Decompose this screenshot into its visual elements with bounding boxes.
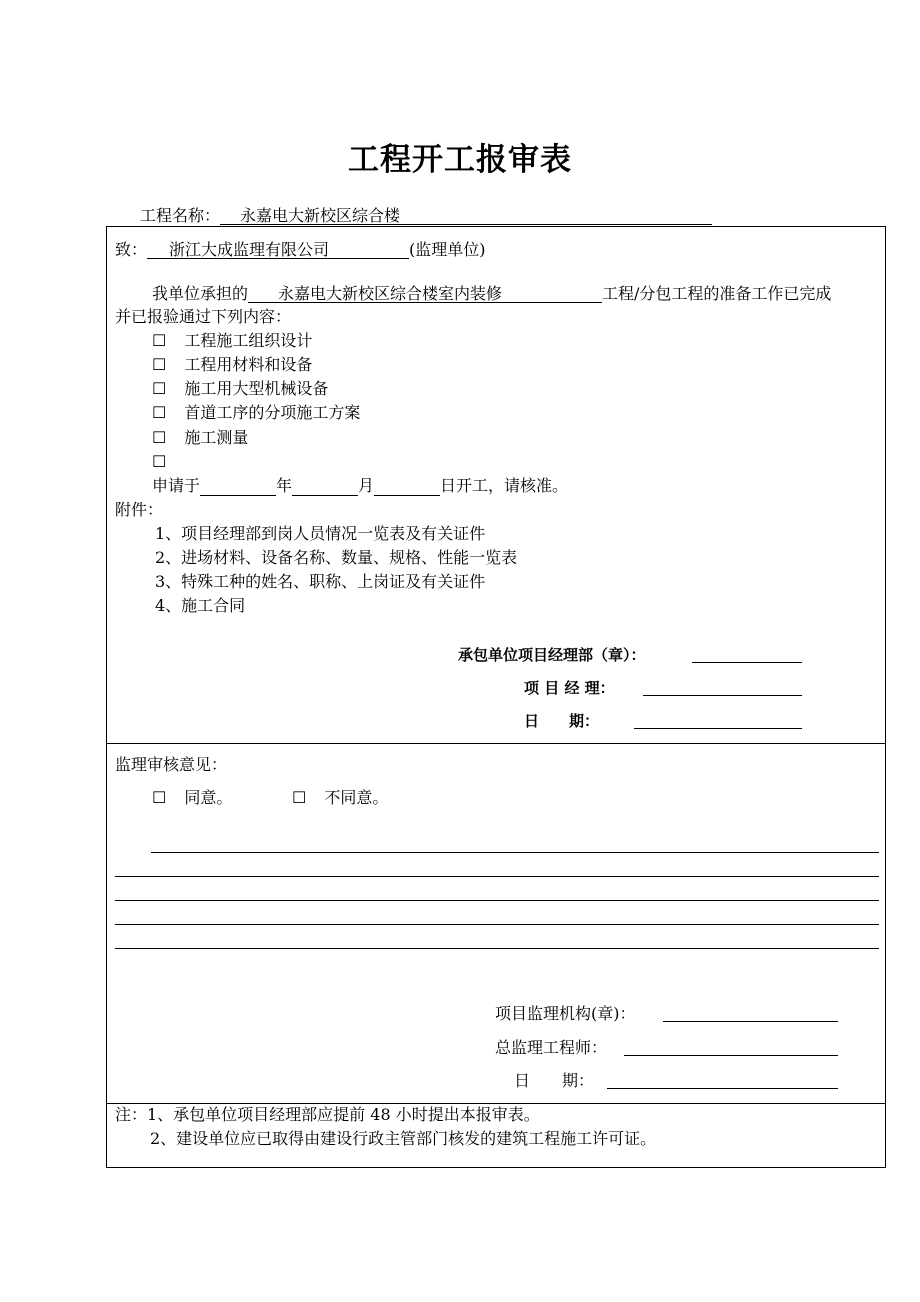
apply-row	[152, 476, 568, 496]
project-manager-field[interactable]	[643, 695, 802, 696]
checklist-item[interactable]	[152, 428, 248, 448]
note-line: 2、建设单位应已取得由建设行政主管部门核发的建筑工程施工许可证。	[150, 1129, 657, 1148]
project-manager-label: 项 目 经 理：	[524, 679, 615, 697]
year-field[interactable]	[200, 476, 276, 496]
intro-row	[152, 284, 831, 304]
attachment-item: 2、进场材料、设备名称、数量、规格、性能一览表	[155, 548, 518, 567]
supervision-date-field[interactable]	[607, 1088, 838, 1089]
intro-line2: 并已报验通过下列内容：	[115, 307, 292, 326]
checkbox-icon[interactable]: ☐	[152, 403, 167, 422]
checklist-item[interactable]	[152, 331, 312, 351]
to-label: 致：	[115, 240, 148, 259]
day-field[interactable]	[374, 476, 440, 496]
divider-line	[106, 743, 886, 744]
contractor-dept-field[interactable]	[692, 662, 802, 663]
checklist-item[interactable]	[152, 403, 360, 423]
attachment-item: 1、项目经理部到岗人员情况一览表及有关证件	[155, 524, 486, 543]
checklist-item[interactable]	[152, 355, 312, 375]
checkbox-icon[interactable]: ☐	[152, 355, 167, 374]
intro-suffix: 工程/分包工程的准备工作已完成	[602, 284, 832, 303]
contractor-date-label: 日 期：	[524, 712, 600, 730]
project-name-value: 永嘉电大新校区综合楼	[240, 206, 401, 225]
attachment-item: 3、特殊工种的姓名、职称、上岗证及有关证件	[155, 572, 486, 591]
checkbox-icon[interactable]: ☐	[292, 788, 307, 807]
supervision-org-label: 项目监理机构(章)：	[495, 1004, 636, 1023]
chief-engineer-field[interactable]	[624, 1055, 838, 1056]
contractor-date-field[interactable]	[634, 728, 802, 729]
apply-prefix: 申请于	[152, 476, 201, 495]
supervision-date-label: 日 期：	[514, 1071, 595, 1090]
checkbox-icon[interactable]: ☐	[152, 788, 167, 807]
checklist-item-label: 工程施工组织设计	[184, 331, 313, 350]
opinion-line[interactable]	[151, 852, 879, 853]
checklist-item-label: 首道工序的分项施工方案	[184, 403, 361, 422]
to-row	[115, 240, 486, 260]
disagree-option[interactable]	[292, 788, 388, 808]
intro-prefix: 我单位承担的	[152, 284, 249, 303]
opinion-line[interactable]	[115, 900, 879, 901]
month-label: 月	[358, 476, 375, 495]
project-name-field[interactable]	[220, 206, 712, 225]
checklist-item[interactable]	[152, 452, 184, 472]
to-suffix: (监理单位)	[409, 240, 486, 259]
opinion-line[interactable]	[115, 924, 879, 925]
page-title: 工程开工报审表	[348, 142, 572, 178]
attachment-item: 4、施工合同	[155, 596, 246, 615]
project-name-label: 工程名称：	[140, 206, 221, 225]
attachments-label: 附件：	[115, 500, 164, 519]
checkbox-icon[interactable]: ☐	[152, 428, 167, 447]
intro-project-value: 永嘉电大新校区综合楼室内装修	[278, 284, 503, 303]
year-label: 年	[276, 476, 293, 495]
supervision-org-field[interactable]	[663, 1021, 838, 1022]
divider-line	[106, 1103, 886, 1104]
checklist-item-label: 施工用大型机械设备	[184, 379, 329, 398]
contractor-dept-label: 承包单位项目经理部（章）：	[458, 646, 646, 664]
checkbox-icon[interactable]: ☐	[152, 452, 167, 471]
supervision-opinion-label: 监理审核意见：	[115, 755, 228, 774]
supervisor-unit-value: 浙江大成监理有限公司	[169, 240, 330, 259]
agree-label: 同意。	[184, 788, 233, 807]
checklist-item-label: 施工测量	[184, 428, 249, 447]
disagree-label: 不同意。	[324, 788, 389, 807]
chief-engineer-label: 总监理工程师：	[495, 1038, 608, 1057]
contractor-dept-sign-row	[458, 645, 646, 665]
checkbox-icon[interactable]: ☐	[152, 331, 167, 350]
intro-project-field[interactable]	[248, 284, 602, 303]
opinion-line[interactable]	[115, 876, 879, 877]
checklist-item-label: 工程用材料和设备	[184, 355, 313, 374]
month-field[interactable]	[292, 476, 358, 496]
checkbox-icon[interactable]: ☐	[152, 379, 167, 398]
note-line: 注：1、承包单位项目经理部应提前 48 小时提出本报审表。	[115, 1105, 540, 1124]
opinion-line[interactable]	[115, 948, 879, 949]
checklist-item[interactable]	[152, 379, 328, 399]
project-name-row	[140, 206, 712, 226]
agree-option[interactable]	[152, 788, 232, 808]
day-suffix: 日开工，请核准。	[440, 476, 569, 495]
supervisor-unit-field[interactable]	[147, 240, 409, 259]
